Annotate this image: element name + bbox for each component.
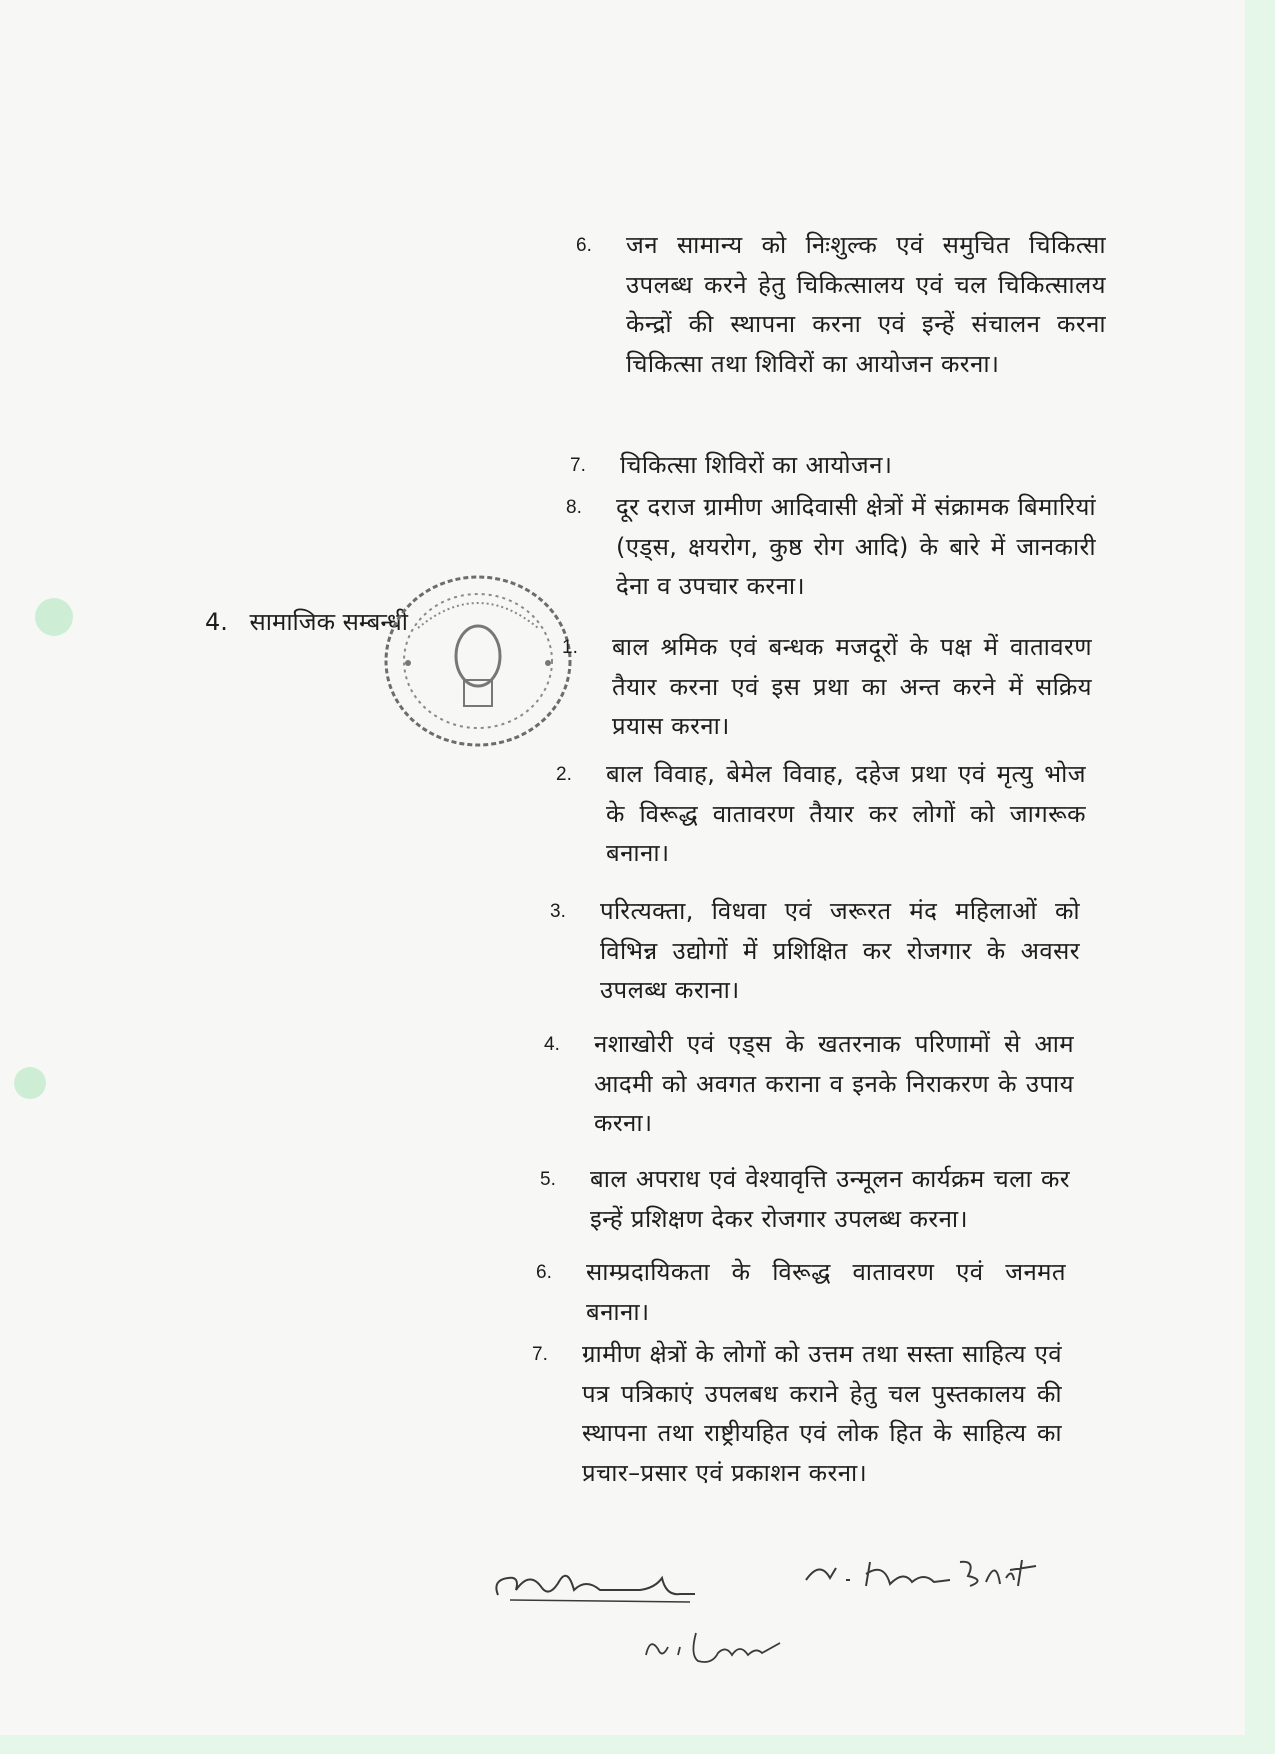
list-item: दूर दराज ग्रामीण आदिवासी क्षेत्रों में संक्रामक बिमारियां (एड्स, क्षयरोग, कुष्ठ रोग आदि) के बारे में जानकारी देना व उपचार करना। bbox=[616, 493, 1096, 600]
item-number: 6. bbox=[536, 1262, 552, 1283]
list-item: जन सामान्य को निःशुल्क एवं समुचित चिकित्सा उपलब्ध करने हेतु चिकित्सालय एवं चल चिकित्सालय केन्द्रों की स्थापना करना एवं इन्हें संचालन करना चिकित्सा तथा शिविरों का आयोजन करना। bbox=[626, 231, 1106, 378]
item-number: 3. bbox=[550, 901, 566, 922]
item-number: 7. bbox=[570, 455, 586, 476]
list-item: बाल अपराध एवं वेश्यावृत्ति उन्मूलन कार्यक्रम चला कर इन्हें प्रशिक्षण देकर रोजगार उपलब्ध करना। bbox=[590, 1165, 1070, 1233]
item-number: 8. bbox=[566, 497, 582, 518]
item-number: 7. bbox=[532, 1344, 548, 1365]
scan-speck bbox=[35, 598, 73, 636]
signature-right bbox=[800, 1550, 1040, 1600]
signature-bottom bbox=[640, 1625, 790, 1669]
list-item: चिकित्सा शिविरों का आयोजन। bbox=[620, 451, 893, 479]
signature-left bbox=[490, 1560, 700, 1610]
scan-speck bbox=[14, 1067, 46, 1099]
list-item: परित्यक्ता, विधवा एवं जरूरत मंद महिलाओं को विभिन्न उद्योगों में प्रशिक्षित कर रोजगार के अवसर उपलब्ध कराना। bbox=[600, 897, 1080, 1004]
list-item: ग्रामीण क्षेत्रों के लोगों को उत्तम तथा सस्ता साहित्य एवं पत्र पत्रिकाएं उपलबध कराने हेतु चल पुस्तकालय की स्थापना तथा राष्ट्रीयहित एवं लोक हित के साहित्य का प्रचार–प्रसार एवं प्रकाशन करना। bbox=[582, 1340, 1062, 1487]
list-item: साम्प्रदायिकता के विरूद्ध वातावरण एवं जनमत बनाना। bbox=[586, 1258, 1066, 1326]
item-number: 2. bbox=[556, 764, 572, 785]
item-number: 4. bbox=[544, 1034, 560, 1055]
list-item: बाल विवाह, बेमेल विवाह, दहेज प्रथा एवं मृत्यु भोज के विरूद्ध वातावरण तैयार कर लोगों को जागरूक बनाना। bbox=[606, 760, 1086, 867]
seal-stamp-icon bbox=[378, 568, 578, 754]
list-item: बाल श्रमिक एवं बन्धक मजदूरों के पक्ष में वातावरण तैयार करना एवं इस प्रथा का अन्त करने में सक्रिय प्रयास करना। bbox=[612, 633, 1092, 740]
section-number: 4. bbox=[205, 608, 228, 636]
list-item: नशाखोरी एवं एड्स के खतरनाक परिणामों से आम आदमी को अवगत कराना व इनके निराकरण के उपाय करना। bbox=[594, 1030, 1074, 1137]
section-label: सामाजिक सम्बन्धी bbox=[249, 608, 408, 636]
item-number: 1. bbox=[562, 637, 578, 658]
item-number: 5. bbox=[540, 1169, 556, 1190]
item-number: 6. bbox=[576, 235, 592, 256]
